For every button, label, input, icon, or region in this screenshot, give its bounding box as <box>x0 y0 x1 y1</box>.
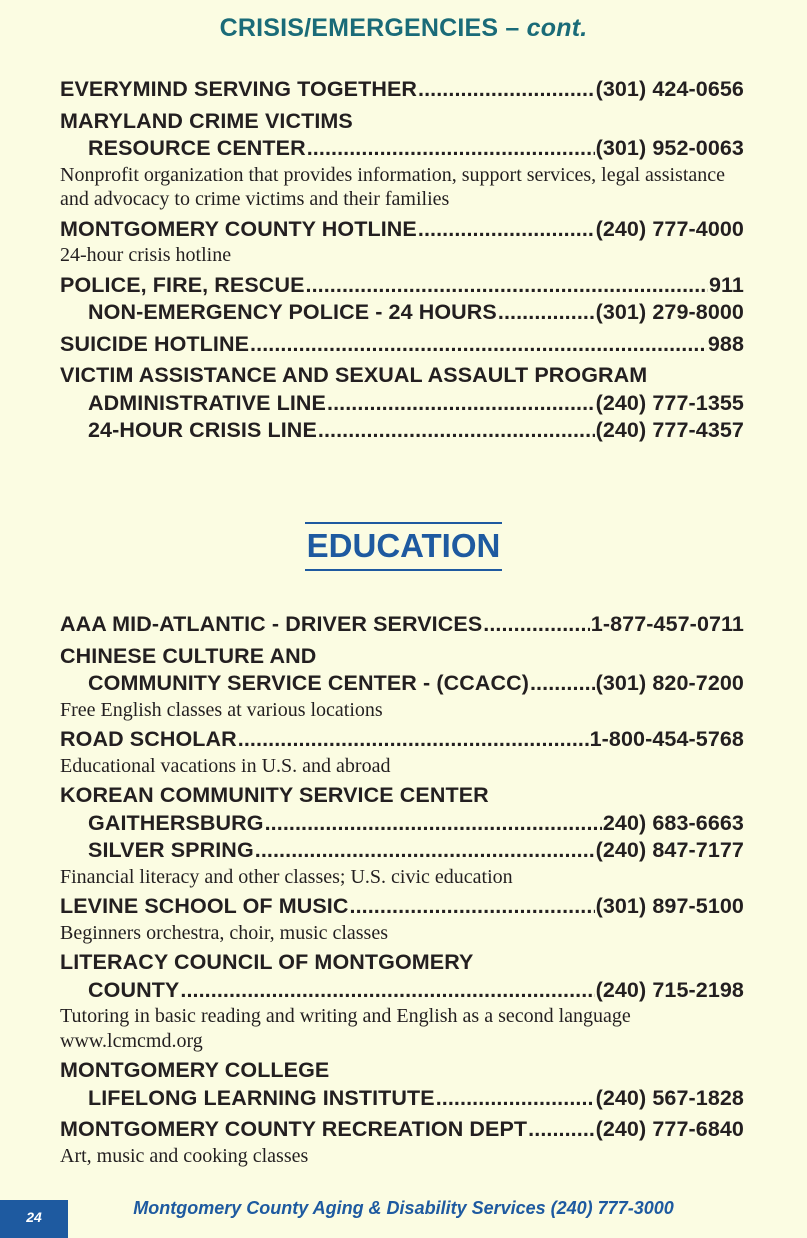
entry-description: Financial literacy and other classes; U.S. civic education <box>60 865 513 888</box>
entry-name: NON-EMERGENCY POLICE - 24 HOURS <box>88 300 497 324</box>
list-item <box>60 299 744 327</box>
leader-dots <box>238 726 589 754</box>
entry-phone: (240) 567-1828 <box>595 1085 744 1110</box>
education-title: EDUCATION <box>305 522 503 571</box>
entry-description: 24-hour crisis hotline <box>60 244 232 266</box>
entry-name: GAITHERSBURG <box>88 810 264 835</box>
leader-dots <box>436 1085 595 1113</box>
list-item <box>60 810 744 838</box>
list-item <box>60 726 744 754</box>
entry-description: Beginners orchestra, choir, music classes <box>60 921 388 944</box>
list-item <box>60 1116 744 1144</box>
entry-phone: 1-800-454-5768 <box>589 727 744 751</box>
crisis-title-main: CRISIS/EMERGENCIES – <box>219 14 520 42</box>
entry-phone: (240) 777-6840 <box>595 1117 744 1141</box>
leader-dots <box>318 417 595 445</box>
leader-dots <box>307 135 595 163</box>
entry-description: Educational vacations in U.S. and abroad <box>60 754 391 777</box>
entry-phone: (240) 715-2198 <box>595 977 744 1002</box>
entry-name: MONTGOMERY COUNTY HOTLINE <box>60 216 417 241</box>
crisis-title-cont: cont. <box>526 14 588 42</box>
entry-phone: (240) 777-4357 <box>595 418 744 442</box>
page-number-badge <box>0 1200 68 1238</box>
education-list <box>60 611 744 1168</box>
entry-phone: (301) 952-0063 <box>595 136 744 160</box>
page-number: 24 <box>26 1209 42 1225</box>
leader-dots <box>255 837 595 865</box>
leader-dots <box>306 272 708 300</box>
entry-name: 24-HOUR CRISIS LINE <box>88 418 317 442</box>
list-item <box>60 417 744 445</box>
leader-dots <box>327 390 595 418</box>
entry-description: Art, music and cooking classes <box>60 1144 309 1167</box>
entry-name: LEVINE SCHOOL OF MUSIC <box>60 894 349 918</box>
entry-heading: KOREAN COMMUNITY SERVICE CENTER <box>60 783 489 807</box>
leader-dots <box>180 977 594 1005</box>
entry-description: Nonprofit organization that provides information, support services, legal assistance and advocacy to crime victims and their families <box>60 163 726 210</box>
entry-phone: (301) 279-8000 <box>595 300 744 324</box>
entry-description: Free English classes at various locations <box>60 698 383 721</box>
entry-heading: MONTGOMERY COLLEGE <box>60 1058 330 1082</box>
entry-name: SILVER SPRING <box>88 838 254 862</box>
list-item <box>60 135 744 163</box>
list-item <box>60 272 744 300</box>
entry-name: COUNTY <box>88 977 180 1002</box>
list-item <box>60 611 744 639</box>
list-item <box>60 331 744 359</box>
leader-dots <box>418 216 595 244</box>
entry-name: POLICE, FIRE, RESCUE <box>60 272 305 297</box>
leader-dots <box>250 331 707 359</box>
entry-name: LIFELONG LEARNING INSTITUTE <box>88 1085 435 1110</box>
list-item <box>60 216 744 244</box>
entry-name: AAA MID-ATLANTIC - DRIVER SERVICES <box>60 612 483 636</box>
entry-heading: VICTIM ASSISTANCE AND SEXUAL ASSAULT PROGRAM <box>60 363 648 387</box>
entry-heading: LITERACY COUNCIL OF MONTGOMERY <box>60 950 474 974</box>
entry-phone: (240) 777-4000 <box>595 216 744 241</box>
entry-website: www.lcmcmd.org <box>60 1029 203 1052</box>
entry-phone: (240) 847-7177 <box>595 838 744 862</box>
entry-phone: (301) 820-7200 <box>595 671 744 695</box>
list-item <box>60 390 744 418</box>
leader-dots <box>530 670 595 698</box>
entry-phone: 1-877-457-0711 <box>590 612 744 636</box>
education-section-header <box>0 522 807 571</box>
leader-dots <box>498 299 595 327</box>
list-item <box>60 76 744 104</box>
entry-description: Tutoring in basic reading and writing and English as a second language <box>60 1005 631 1027</box>
list-item <box>60 1085 744 1113</box>
entry-name: EVERYMIND SERVING TOGETHER <box>60 77 418 101</box>
footer-text: Montgomery County Aging & Disability Services (240) 777-3000 <box>133 1198 674 1218</box>
entry-heading: MARYLAND CRIME VICTIMS <box>60 108 353 133</box>
entry-phone: 240) 683-6663 <box>602 810 744 835</box>
leader-dots <box>265 810 602 838</box>
leader-dots <box>350 893 595 921</box>
leader-dots <box>418 76 595 104</box>
list-item <box>60 670 744 698</box>
entry-phone: (240) 777-1355 <box>595 390 744 415</box>
entry-name: ROAD SCHOLAR <box>60 727 237 751</box>
entry-name: ADMINISTRATIVE LINE <box>88 390 327 415</box>
entry-phone: (301) 897-5100 <box>595 894 744 918</box>
entry-phone: 988 <box>707 331 744 356</box>
crisis-list <box>60 76 744 445</box>
list-item <box>60 977 744 1005</box>
entry-name: RESOURCE CENTER <box>88 136 306 160</box>
list-item <box>60 893 744 921</box>
leader-dots <box>528 1116 594 1144</box>
list-item <box>60 837 744 865</box>
entry-heading: CHINESE CULTURE AND <box>60 643 317 668</box>
entry-name: MONTGOMERY COUNTY RECREATION DEPT <box>60 1117 528 1141</box>
entry-phone: (301) 424-0656 <box>595 77 744 101</box>
entry-name: COMMUNITY SERVICE CENTER - (CCACC) <box>88 671 529 695</box>
entry-name: SUICIDE HOTLINE <box>60 331 250 356</box>
leader-dots <box>483 611 590 639</box>
crisis-section-title <box>0 14 807 43</box>
entry-phone: 911 <box>709 272 744 297</box>
